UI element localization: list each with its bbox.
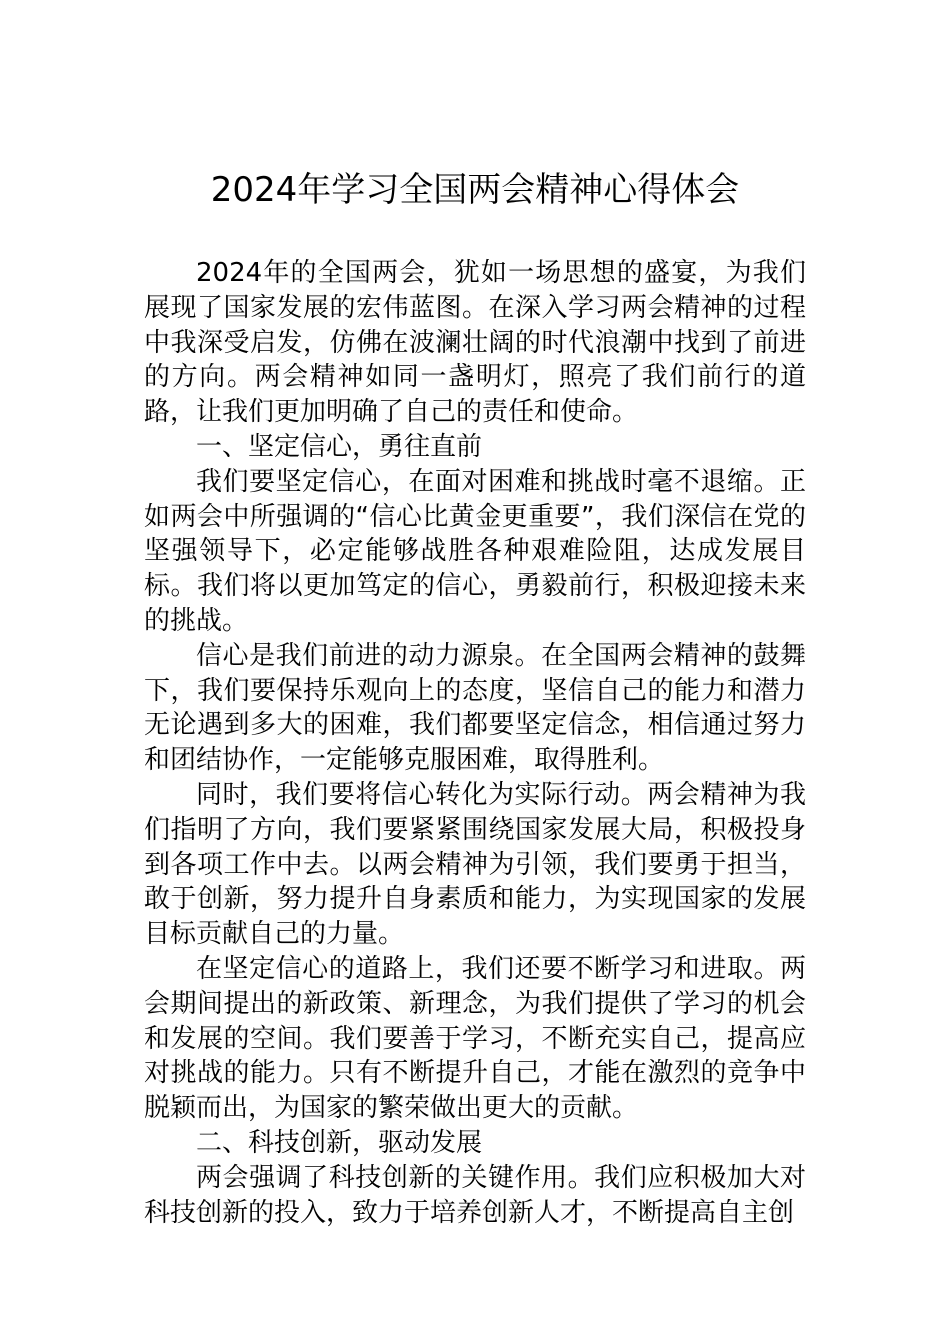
body-paragraph: 信心是我们前进的动力源泉。在全国两会精神的鼓舞下，我们要保持乐观向上的态度，坚信自己的能力和潜力无论遇到多大的困难，我们都要坚定信念，相信通过努力和团结协作，一定能够克服困难，取得胜利。 xyxy=(144,640,806,776)
intro-paragraph: 2024年的全国两会，犹如一场思想的盛宴，为我们展现了国家发展的宏伟蓝图。在深入学习两会精神的过程中我深受启发，仿佛在波澜壮阔的时代浪潮中找到了前进的方向。两会精神如同一盏明灯，照亮了我们前行的道路，让我们更加明确了自己的责任和使命。 xyxy=(144,258,806,428)
section-heading-1: 一、坚定信心，勇往直前 xyxy=(196,431,483,462)
document-body xyxy=(144,256,806,1230)
body-paragraph: 两会强调了科技创新的关键作用。我们应积极加大对科技创新的投入，致力于培养创新人才，不断提高自主创 xyxy=(144,1162,806,1228)
section-heading-2: 二、科技创新，驱动发展 xyxy=(196,1127,483,1158)
body-paragraph: 在坚定信心的道路上，我们还要不断学习和进取。两会期间提出的新政策、新理念，为我们提供了学习的机会和发展的空间。我们要善于学习，不断充实自己，提高应对挑战的能力。只有不断提升自己，才能在激烈的竞争中脱颖而出，为国家的繁荣做出更大的贡献。 xyxy=(144,953,806,1124)
body-paragraph: 我们要坚定信心，在面对困难和挑战时毫不退缩。正如两会中所强调的“信心比黄金更重要”，我们深信在党的坚强领导下，必定能够战胜各种艰难险阻，达成发展目标。我们将以更加笃定的信心，勇毅前行，积极迎接未来的挑战。 xyxy=(144,466,806,636)
document-title: 2024年学习全国两会精神心得体会 xyxy=(210,170,740,210)
body-paragraph: 同时，我们要将信心转化为实际行动。两会精神为我们指明了方向，我们要紧紧围绕国家发展大局，积极投身到各项工作中去。以两会精神为引领，我们要勇于担当，敢于创新，努力提升自身素质和能力，为实现国家的发展目标贡献自己的力量。 xyxy=(144,779,806,950)
